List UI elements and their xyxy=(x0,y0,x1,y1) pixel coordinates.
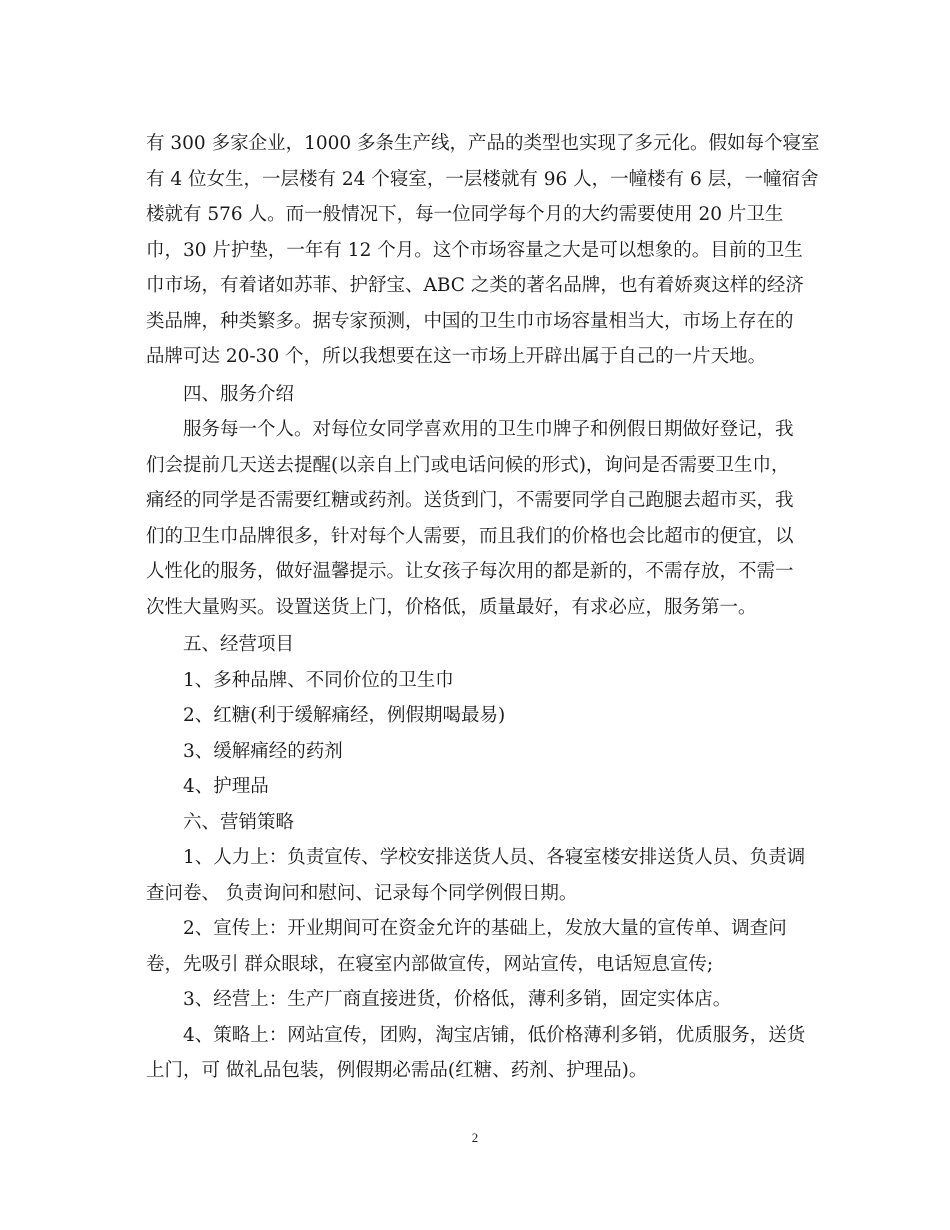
document-body xyxy=(146,126,820,1089)
list-item-continuation: 上门，可 做礼品包装，例假期必需品(红糖、药剂、护理品)。 xyxy=(146,1060,648,1081)
paragraph-line: 服务每一个人。对每位女同学喜欢用的卫生巾牌子和例假日期做好登记，我 xyxy=(183,419,794,440)
paragraph-line: 类品牌，种类繁多。据专家预测，中国的卫生巾市场容量相当大，市场上存在的 xyxy=(146,310,794,332)
paragraph-line: 有 300 多家企业，1000 多条生产线，产品的类型也实现了多元化。假如每个寝室 xyxy=(146,133,820,154)
paragraph-line: 巾市场，有着诸如苏菲、护舒宝、ABC 之类的著名品牌，也有着娇爽这样的经济 xyxy=(146,275,804,296)
list-item: 2、红糖(利于缓解痛经，例假期喝最易) xyxy=(183,705,506,726)
paragraph-line: 们会提前几天送去提醒(以亲自上门或电话问候的形式)，询问是否需要卫生巾， xyxy=(146,454,790,476)
list-item-continuation: 查问卷、 负责询问和慰问、记录每个同学例假日期。 xyxy=(146,882,578,904)
list-item: 4、护理品 xyxy=(183,776,269,797)
paragraph-line: 品牌可达 20-30 个，所以我想要在这一市场上开辟出属于自己的一片天地。 xyxy=(146,346,767,367)
paragraph-line: 次性大量购买。设置送货上门，价格低，质量最好，有求必应，服务第一。 xyxy=(146,596,757,618)
section-heading: 五、经营项目 xyxy=(183,634,295,655)
list-item-continuation: 卷，先吸引 群众眼球，在寝室内部做宣传，网站宣传，电话短息宣传; xyxy=(146,953,714,975)
list-item: 4、策略上：网站宣传，团购，淘宝店铺，低价格薄利多销，优质服务，送货 xyxy=(183,1024,806,1046)
list-item: 3、经营上：生产厂商直接进货，价格低，薄利多销，固定实体店。 xyxy=(183,989,732,1010)
page-number: 2 xyxy=(471,1130,479,1145)
list-item: 1、多种品牌、不同价位的卫生巾 xyxy=(183,669,454,691)
list-item: 1、人力上：负责宣传、学校安排送货人员、各寝室楼安排送货人员、负责调 xyxy=(183,847,806,868)
list-item: 3、缓解痛经的药剂 xyxy=(183,740,343,762)
section-heading: 六、营销策略 xyxy=(183,811,295,833)
section-heading: 四、服务介绍 xyxy=(183,383,295,405)
paragraph-line: 楼就有 576 人。而一般情况下，每一位同学每个月的大约需要使用 20 片卫生 xyxy=(146,204,784,225)
paragraph-line: 们的卫生巾品牌很多，针对每个人需要，而且我们的价格也会比超市的便宜，以 xyxy=(146,525,794,547)
paragraph-line: 痛经的同学是否需要红糖或药剂。送货到门，不需要同学自己跑腿去超市买，我 xyxy=(146,490,794,511)
list-item: 2、宣传上：开业期间可在资金允许的基础上，发放大量的宣传单、调查问 xyxy=(183,918,787,939)
paragraph-line: 有 4 位女生，一层楼有 24 个寝室，一层楼就有 96 人，一幢楼有 6 层，一幢宿舍 xyxy=(146,168,819,190)
paragraph-line: 人性化的服务，做好温馨提示。让女孩子每次用的都是新的，不需存放，不需一 xyxy=(146,561,794,582)
paragraph-line: 巾，30 片护垫，一年有 12 个月。这个市场容量之大是可以想象的。目前的卫生 xyxy=(146,239,803,261)
